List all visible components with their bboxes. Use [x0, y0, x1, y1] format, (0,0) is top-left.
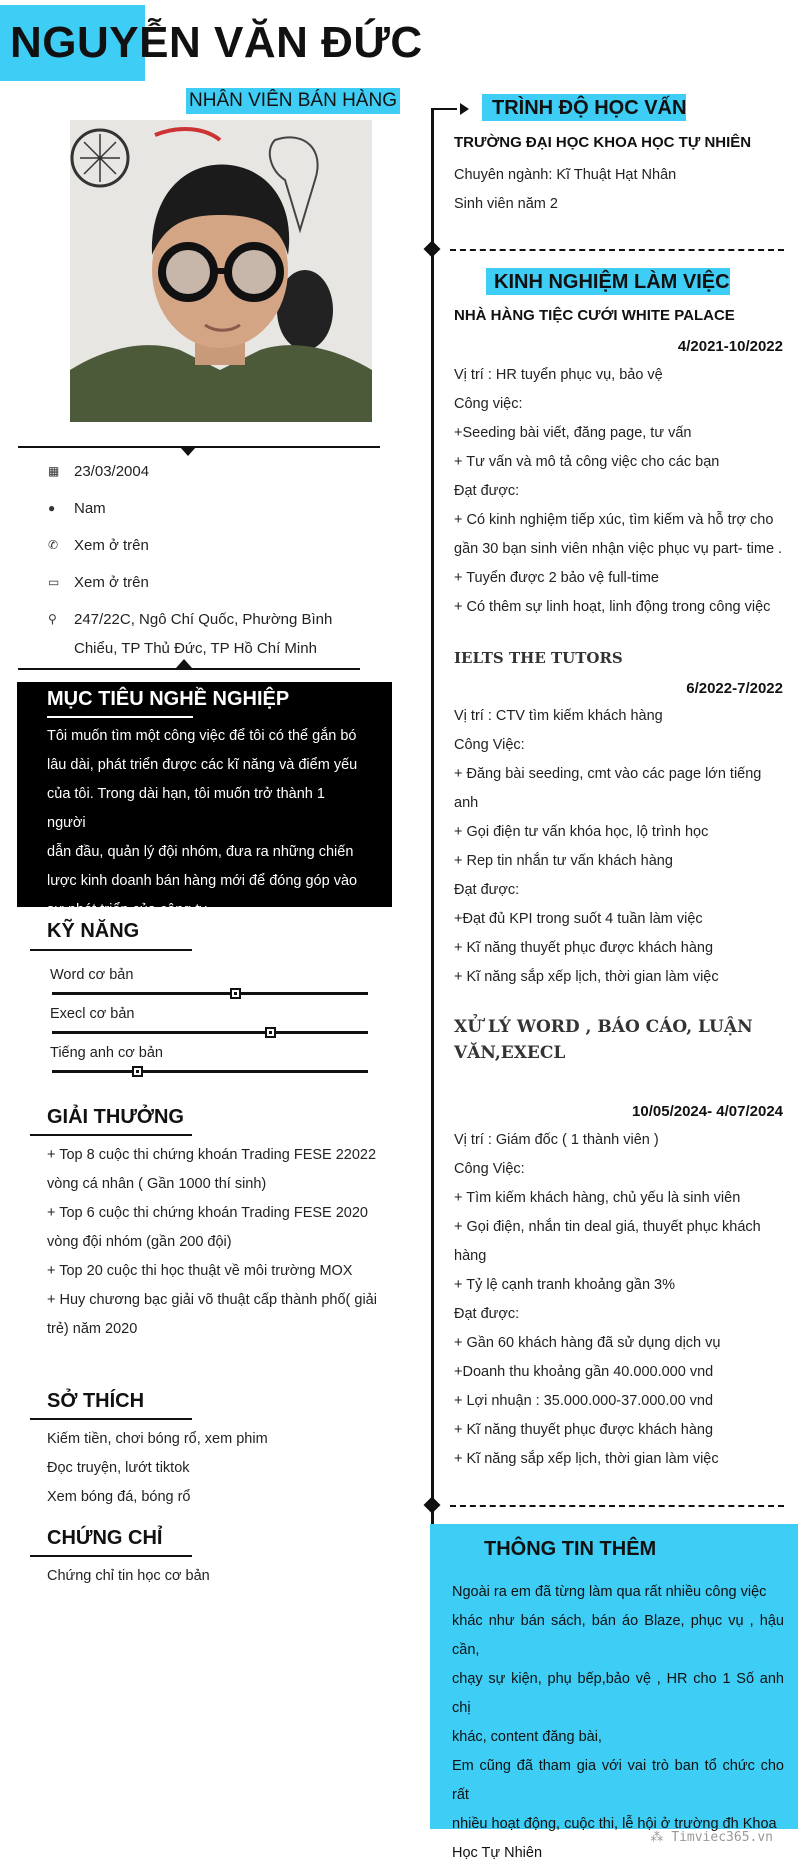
award-line: + Top 20 cuộc thi học thuật về môi trường MOX — [47, 1263, 353, 1279]
certificates-list — [47, 1562, 380, 1591]
skill-bar — [52, 1070, 368, 1073]
job-org: NHÀ HÀNG TIỆC CƯỚI WHITE PALACE — [454, 307, 735, 324]
skill-level-handle — [265, 1027, 276, 1038]
education-line: Sinh viên năm 2 — [454, 196, 558, 212]
arrow-right-icon — [460, 103, 469, 115]
timeline-line — [431, 108, 434, 1558]
job-org-line-1: XỬ LÝ WORD , BÁO CÁO, LUẬN — [454, 1017, 753, 1037]
job-line: gần 30 bạn sinh viên nhận việc phục vụ part- time . — [454, 541, 783, 557]
job-date: 10/05/2024- 4/07/2024 — [632, 1103, 783, 1120]
extra-line: nhiều hoạt động, cuộc thi, lễ hội ở trường đh Khoa — [452, 1816, 777, 1832]
certificates-underline — [30, 1555, 192, 1557]
objective-title: MỤC TIÊU NGHỀ NGHIỆP — [47, 688, 290, 710]
objective-line: sự phát triển của công ty. — [47, 902, 210, 918]
job-date: 6/2022-7/2022 — [686, 680, 783, 697]
contact-top-divider — [18, 446, 380, 448]
job-details — [454, 1126, 784, 1474]
timeline-node — [424, 1497, 441, 1514]
award-line: trẻ) năm 2020 — [47, 1321, 138, 1337]
award-line: + Top 6 cuộc thi chứng khoán Trading FESE 2020 — [47, 1205, 368, 1221]
email-icon: ▭ — [48, 575, 60, 589]
skill-level-handle — [132, 1066, 143, 1077]
certificates-title: CHỨNG CHỈ — [47, 1527, 163, 1549]
objective-line: lâu dài, phát triển được các kĩ năng và điểm yếu — [47, 757, 358, 773]
job-line: Công việc: — [454, 396, 523, 412]
job-line: + Gọi điện, nhắn tin deal giá, thuyết phục khách hàng — [454, 1219, 761, 1264]
skill-name: Execl cơ bản — [50, 1006, 135, 1022]
skill-name: Tiếng anh cơ bản — [50, 1045, 163, 1061]
job-line: + Rep tin nhắn tư vấn khách hàng — [454, 853, 673, 869]
contact-address — [48, 611, 332, 663]
job-details — [454, 361, 784, 622]
job-line: Đạt được: — [454, 483, 520, 499]
education-title: TRÌNH ĐỘ HỌC VẤN — [492, 97, 687, 119]
job-line: Vị trí : CTV tìm kiếm khách hàng — [454, 708, 663, 724]
awards-list — [47, 1141, 380, 1344]
skills-underline — [30, 949, 192, 951]
award-line: vòng đội nhóm (gần 200 đội) — [47, 1234, 232, 1250]
contact-phone: ✆ Xem ở trên — [48, 537, 149, 554]
section-divider — [450, 249, 784, 251]
objective-line: của tôi. Trong dài hạn, tôi muốn trở thành 1 người — [47, 786, 325, 831]
job-line: + Tuyển được 2 bảo vệ full-time — [454, 570, 659, 586]
skill-bar — [52, 992, 368, 995]
job-line: + Tư vấn và mô tả công việc cho các bạn — [454, 454, 720, 470]
job-line: Công Việc: — [454, 737, 525, 753]
extra-info-text — [452, 1578, 784, 1868]
skill-level-handle — [230, 988, 241, 999]
hobby-line: Đọc truyện, lướt tiktok — [47, 1460, 190, 1476]
extra-line: Em cũng đã tham gia với vai trò ban tổ chức cho rất — [452, 1758, 784, 1803]
job-line: + Kĩ năng sắp xếp lịch, thời gian làm việc — [454, 969, 719, 985]
job-line: + Kĩ năng sắp xếp lịch, thời gian làm việc — [454, 1451, 719, 1467]
divider-marker — [176, 659, 192, 668]
job-line: +Doanh thu khoảng gần 40.000.000 vnd — [454, 1364, 714, 1380]
hobbies-list — [47, 1425, 380, 1512]
portrait-illustration — [70, 120, 372, 422]
job-line: Công Việc: — [454, 1161, 525, 1177]
job-line: +Đạt đủ KPI trong suốt 4 tuần làm việc — [454, 911, 703, 927]
address-line-1: 247/22C, Ngô Chí Quốc, Phường Bình — [74, 611, 333, 628]
objective-line: lược kinh doanh bán hàng mới để đóng góp vào — [47, 873, 358, 889]
job-org-line-2: VĂN,EXECL — [454, 1043, 566, 1063]
extra-info-title: THÔNG TIN THÊM — [484, 1538, 657, 1560]
objective-line: Tôi muốn tìm một công việc để tôi có thể gắn bó — [47, 728, 357, 744]
job-line: Đạt được: — [454, 1306, 520, 1322]
candidate-name: NGUYỄN VĂN ĐỨC — [10, 18, 423, 67]
phone-icon: ✆ — [48, 538, 59, 552]
skills-title: KỸ NĂNG — [47, 920, 140, 942]
divider-marker — [180, 447, 196, 456]
awards-title: GIẢI THƯỞNG — [47, 1106, 184, 1128]
job-line: Đạt được: — [454, 882, 520, 898]
address-line-2: Chiểu, TP Thủ Đức, TP Hồ Chí Minh — [74, 640, 317, 657]
job-line: + Lợi nhuận : 35.000.000-37.000.00 vnd — [454, 1393, 714, 1409]
timeline-connector — [431, 108, 457, 110]
job-line: Vị trí : Giám đốc ( 1 thành viên ) — [454, 1132, 659, 1148]
profile-photo — [70, 120, 372, 422]
footer-text: Timviec365.vn — [671, 1830, 773, 1845]
contact-bottom-divider — [18, 668, 360, 670]
job-line: + Kĩ năng thuyết phục được khách hàng — [454, 940, 714, 956]
contact-email: ▭ Xem ở trên — [48, 574, 149, 591]
objective-text — [47, 722, 365, 925]
school-name: TRƯỜNG ĐẠI HỌC KHOA HỌC TỰ NHIÊN — [454, 134, 752, 151]
job-line: + Đăng bài seeding, cmt vào các page lớn tiếng anh — [454, 766, 762, 811]
timeline-node — [424, 241, 441, 258]
extra-line: Ngoài ra em đã từng làm qua rất nhiều công việc — [452, 1584, 767, 1600]
location-pin-icon: ⚲ — [48, 612, 57, 626]
section-divider — [450, 1505, 784, 1507]
job-details — [454, 702, 784, 992]
calendar-icon: ▦ — [48, 464, 60, 478]
skill-bar — [52, 1031, 368, 1034]
candidate-position: NHÂN VIÊN BÁN HÀNG — [186, 88, 400, 114]
job-line: + Tỷ lệ cạnh tranh khoảng gần 3% — [454, 1277, 676, 1293]
hobby-line: Xem bóng đá, bóng rổ — [47, 1489, 191, 1505]
award-line: + Huy chương bạc giải võ thuật cấp thành phố( giải — [47, 1292, 377, 1308]
job-line: + Có thêm sự linh hoạt, linh động trong công việc — [454, 599, 771, 615]
education-line: Chuyên ngành: Kĩ Thuật Hạt Nhân — [454, 167, 677, 183]
hobby-line: Kiếm tiền, chơi bóng rổ, xem phim — [47, 1431, 268, 1447]
job-line: + Kĩ năng thuyết phục được khách hàng — [454, 1422, 714, 1438]
job-line: + Tìm kiếm khách hàng, chủ yếu là sinh viên — [454, 1190, 741, 1206]
objective-line: dẫn đầu, quản lý đội nhóm, đưa ra những chiến — [47, 844, 354, 860]
extra-line: Học Tự Nhiên — [452, 1845, 543, 1861]
skill-name: Word cơ bản — [50, 967, 134, 983]
logo-icon: ⁂ — [650, 1830, 672, 1845]
hobbies-title: SỞ THÍCH — [47, 1390, 145, 1412]
job-line: + Gọi điện tư vấn khóa học, lộ trình học — [454, 824, 709, 840]
extra-line: khác như bán sách, bán áo Blaze, phục vụ , hậu cần, — [452, 1613, 784, 1658]
experience-title: KINH NGHIỆM LÀM VIỆC — [494, 271, 730, 293]
job-date: 4/2021-10/2022 — [677, 338, 783, 355]
job-org — [454, 1014, 753, 1066]
job-line: + Gần 60 khách hàng đã sử dụng dịch vụ — [454, 1335, 721, 1351]
job-line: + Có kinh nghiệm tiếp xúc, tìm kiếm và hỗ trợ cho — [454, 512, 774, 528]
contact-gender: ● Nam — [48, 500, 106, 517]
job-line: +Seeding bài viết, đăng page, tư vấn — [454, 425, 692, 441]
extra-line: chạy sự kiện, phụ bếp,bảo vệ , HR cho 1 Số anh chị — [452, 1671, 784, 1716]
person-icon: ● — [48, 501, 56, 515]
footer-watermark — [650, 1830, 773, 1845]
objective-underline — [47, 716, 193, 718]
education-details — [454, 161, 784, 219]
award-line: + Top 8 cuộc thi chứng khoán Trading FESE 22022 — [47, 1147, 377, 1163]
job-line: Vị trí : HR tuyển phục vụ, bảo vệ — [454, 367, 663, 383]
certificate-line: Chứng chỉ tin học cơ bản — [47, 1568, 210, 1584]
award-line: vòng cá nhân ( Gần 1000 thí sinh) — [47, 1176, 267, 1192]
awards-underline — [30, 1134, 192, 1136]
contact-birthday: ▦ 23/03/2004 — [48, 463, 150, 480]
extra-line: khác, content đăng bài, — [452, 1729, 602, 1745]
hobbies-underline — [30, 1418, 192, 1420]
job-org: IELTS THE TUTORS — [454, 649, 623, 667]
